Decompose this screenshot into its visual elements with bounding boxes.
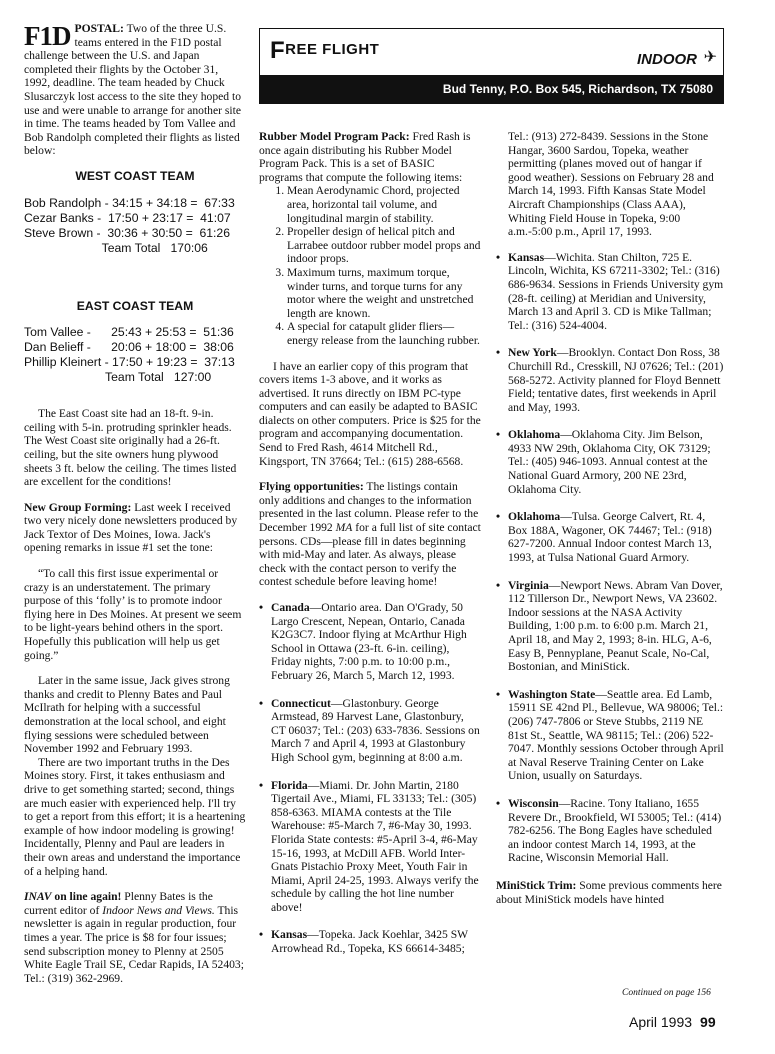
inav-lead-italic: INAV (24, 890, 52, 904)
postal-lead: POSTAL: (74, 22, 124, 35)
list-item (496, 510, 724, 564)
contact-state: Virginia (508, 578, 549, 592)
author-address: Bud Tenny, P.O. Box 545, Richardson, TX 75080 (442, 82, 713, 96)
west-score-2: Cezar Banks - 17:50 + 23:17 = 41:07 (24, 210, 231, 225)
list-item: 2. Propeller design of helical pitch and Larrabee outdoor rubber model props and indoor props. (287, 225, 481, 266)
kansas-continued: Tel.: (913) 272-8439. Sessions in the Stone Hangar, 3600 Sardou, Topeka, weather permitting (planes moved out of hangar if good weather). Sessions on February 28 and March 14, 1993. Fifth Kansas State Model Aircraft Championships (Class AAA), Whiting Field House in Topeka, 9:00 a.m.-5:00 p.m., April 17, 1993. (508, 130, 714, 239)
flying-paragraph (259, 480, 481, 589)
east-score-3: Phillip Kleinert - 17:50 + 19:23 = 37:13 (24, 355, 235, 370)
spacer (24, 256, 246, 290)
contact-state: Canada (271, 601, 310, 614)
list-item (496, 797, 724, 865)
list-item: 3. Maximum turns, maximum torque, winder turns, and torque turns for any motor where the weight and unstretched length are known. (287, 266, 481, 320)
later-paragraph: Later in the same issue, Jack gives strong thanks and credit to Plenny Bates and Paul McIlrath for helping with a successful demonstration at the local school, and eight flying sessions were scheduled between November 1992 and February 1993. (24, 674, 230, 756)
ministick-text: Some previous comments here about MiniStick models have hinted (496, 878, 722, 906)
west-coast-heading: WEST COAST TEAM (75, 168, 195, 183)
list-item (496, 346, 724, 414)
inav-text-a: Plenny Bates is the current editor of (24, 890, 213, 917)
contact-text: —Wichita. Stan Chilton, 725 E. Lincoln, Wichita, KS 67211-3302; Tel.: (316) 686-9634. Sessions in Friends University gym (28-ft. ceiling) at Meridian and University, March 13 and April 3. CD is Mike Tallman; Tel.: (316) 524-4004. (508, 250, 724, 332)
page-footer (629, 1014, 716, 1030)
rubber-lead: Rubber Model Program Pack: (259, 130, 410, 143)
ministick-lead: MiniStick Trim: (496, 878, 577, 892)
contact-text: —Racine. Tony Italiano, 1655 Revere Dr., Brookfield, WI 53005; Tel.: (414) 782-6256. The Bong Eagles have scheduled an indoor contest March 14, 1993, at the Racine, Wisconsin Memorial Hall. (508, 796, 722, 865)
contact-state: Florida (271, 778, 308, 792)
author-address-bar (260, 75, 723, 103)
flying-lead: Flying opportunities: (259, 480, 364, 494)
new-group-text: Last week I received two very nicely done newsletters produced by Jack Textor of Des Moines, Iowa. Jack's opening remarks in issue #1 set the tone: (24, 500, 238, 555)
east-coast-heading: EAST COAST TEAM (76, 298, 194, 313)
east-score-1: Tom Vallee - 25:43 + 25:53 = 51:36 (24, 325, 234, 340)
contact-text: —Tulsa. George Calvert, Rt. 4, Box 188A, Wagoner, OK 74467; Tel.: (918) 627-7200. Annual Indoor contest March 13, 1993, at Tulsa National Guard Armory. (508, 510, 712, 565)
banner-title (270, 37, 379, 65)
contact-text: —Glastonbury. George Armstead, 89 Harvest Lane, Glastonbury, CT 06037; Tel.: (203) 633-7836. Sessions on March 7 and April 4, 1993 at Glastonbury High School gym, beginning at 8:00 a.m. (271, 696, 480, 764)
page-number: 99 (700, 1014, 716, 1030)
west-score-1: Bob Randolph - 34:15 + 34:18 = 67:33 (24, 195, 235, 210)
issue-date: April 1993 (629, 1014, 693, 1030)
rubber-text: Fred Rash is once again distributing his Rubber Model Program Pack. This is a set of BASIC programs that compute the following items: (259, 130, 471, 184)
program-items-list (259, 184, 481, 347)
east-site-paragraph: The East Coast site had an 18-ft. 9-in. ceiling with 5-in. protruding sprinkler heads. The West Coast site originally had a 26-ft. ceiling, but the site owners hung plywood sheets 3 ft. below the ceiling. The times listed are excellent for the conditions! (24, 407, 237, 489)
inav-publication: Indoor News and Views. (102, 903, 215, 917)
column-2 (259, 130, 481, 970)
flying-text-b: for a full list of site contact persons. CDs—please fill in dates beginning with mid-May and later. As always, please check with the contact person to verify the contest schedule before leaving home! (259, 521, 481, 589)
contact-state: Washington State (508, 687, 596, 701)
contact-state: Oklahoma (508, 510, 561, 524)
continued-note: Continued on page 156 (622, 988, 711, 998)
list-item (259, 697, 481, 765)
west-score-3: Steve Brown - 30:36 + 30:50 = 61:26 (24, 225, 230, 240)
copy-paragraph: I have an earlier copy of this program that covers items 1-3 above, and it works as advertised. It runs directly on IBM PC-type computers and can easily be adapted to BASIC dialects on other computers. Price is $25 for the program and accompanying documentation. Send to Fred Rash, 4614 Mitchell Rd., Kingsport, TN 37664; Tel.: (615) 288-6568. (259, 359, 481, 468)
list-item: 4. A special for catapult glider fliers—energy release from the launching rubber. (287, 320, 481, 347)
contact-state: New York (508, 346, 557, 360)
ministick-paragraph (496, 879, 724, 906)
contact-text: —Miami. Dr. John Martin, 2180 Tigertail Ave., Miami, FL 33133; Tel.: (305) 858-6363. MIAMA contests at the Tile Warehouse: #5-March 7, #6-May 30, 1993. Florida State contests: #5-April 3-4, #6-May 15-16, 1993, at McDill AFB. World Inter-Gnats Pistachio Proxy Meet, Youth Fair in Miami, April 24-25, 1993. Always verify the schedule by calling the hot line number above! (271, 778, 479, 914)
list-item (496, 579, 724, 674)
contact-text: —Newport News. Abram Van Dover, 112 Tillerson Dr., Newport News, VA 23602. Indoor sessions at the NASA Activity Building, 1:00 p.m. to 6:00 p.m. March 21, April 18, and May 2, 1993; 8-in. HLG, A-6, Easy B, Pennyplane, Peanut Scale, No-Cal, Bostonian, and MiniStick. (508, 578, 723, 674)
rubber-paragraph (259, 130, 481, 184)
list-item (496, 428, 724, 496)
flying-ma: MA (335, 521, 353, 535)
f1d-drop-label: F1D (24, 21, 71, 51)
contacts-list-col3 (496, 251, 724, 865)
east-score-2: Dan Belieff - 20:06 + 18:00 = 38:06 (24, 340, 234, 355)
inav-paragraph (24, 890, 246, 985)
list-item (259, 601, 481, 683)
east-team-total: Team Total 127:00 (24, 370, 212, 385)
spacer (24, 385, 246, 407)
contact-text: —Oklahoma City. Jim Belson, 4933 NW 29th, Oklahoma City, OK 73129; Tel.: (405) 946-1093. Annual contest at the National Guard Armory, 200 NE 23rd, Oklahoma City. (508, 428, 711, 496)
new-group-paragraph (24, 501, 246, 555)
west-team-total: Team Total 170:06 (24, 240, 208, 255)
contact-text: —Ontario area. Dan O'Grady, 50 Largo Crescent, Nepean, Ontario, Canada K2G3C7. Indoor flying at McArthur High School in Ottawa (23-ft. 6-in. ceiling), Friday nights, 7:00 p.m. to 10:00 p.m., February 26, March 5, March 12, 1993. (271, 601, 467, 682)
new-group-lead: New Group Forming: (24, 500, 132, 514)
banner-title-initial: F (270, 37, 286, 64)
list-item (496, 251, 724, 333)
list-item: 1. Mean Aerodynamic Chord, projected area, horizontal tail volume, and longitudinal margin of stability. (287, 184, 481, 225)
contact-state: Connecticut (271, 696, 331, 710)
contact-state: Wisconsin (508, 796, 559, 810)
postal-paragraph (24, 22, 246, 158)
banner-title-rest: REE FLIGHT (285, 41, 380, 58)
quote-paragraph: “To call this first issue experimental or crazy is an understatement. The primary purpose of this ‘folly’ is to promote indoor flying here in Des Moines. At present we seem to be light-years behind others in the sport. Hopefully this publication will help us get going.” (24, 567, 242, 662)
flying-text-a: The listings contain only additions and changes to the information presented in the last column. Please refer to the December 1992 (259, 480, 479, 535)
contact-text: —Seattle area. Ed Lamb, 15911 SE 42nd Pl., Bellevue, WA 98006; Tel.: (206) 747-7806 or Steve Stubbs, 2119 NE 81st St., Seattle, WA 98115; Tel.: (206) 522-7047. Monthly sessions October through April at Naval Reserve Training Center on Lake Union, usually on Saturdays. (508, 687, 724, 783)
truths-paragraph: There are two important truths in the Des Moines story. First, it takes enthusiasm and drive to get something started; second, things are much easier with experienced help. I'll try to get a report from this effort; it is a heartening example of how indoor modeling is growing! Incidentally, Plenny and Paul are leaders in their own areas and understand the importance of a helping hand. (24, 755, 246, 878)
list-item (496, 688, 724, 783)
column-banner (259, 28, 724, 104)
list-item (259, 928, 481, 955)
inav-lead-rest: on line again! (51, 890, 122, 904)
column-1 (24, 22, 246, 997)
contacts-list-col2 (259, 601, 481, 956)
contact-state: Oklahoma (508, 428, 561, 442)
contact-state: Kansas (271, 928, 308, 942)
list-item (259, 779, 481, 915)
contact-text: —Topeka. Jack Koehlar, 3425 SW Arrowhead Rd., Topeka, KS 66614-3485; (271, 928, 468, 956)
contact-text: —Brooklyn. Contact Don Ross, 38 Churchill Rd., Cresskill, NJ 07626; Tel.: (201) 568-5272. Activity planned for Floyd Bennett Field; tentative dates, first weekends in April and May, 1993. (508, 346, 724, 414)
column-3 (496, 130, 724, 918)
section-label: INDOOR (637, 51, 697, 68)
contact-state: Kansas (508, 250, 545, 264)
inav-text-b: This newsletter is again in regular production, four times a year. The price is $8 for four issues; send subscription money to Plenny at 2505 White Eagle Trail SE, Cedar Rapids, IA 52403; Tel.: (319) 362-2969. (24, 903, 244, 985)
postal-text: Two of the three U.S. teams entered in the F1D postal challenge between the U.S. and Japan completed their flights by the October 31, 1992, deadline. The team headed by Chuck Slusarczyk lost access to the site they hoped to use and were unable to arrange for another site in time. The teams headed by Tom Vallee and Bob Randolph completed their flights as listed below: (24, 22, 242, 158)
airplane-icon: ✈ (703, 49, 717, 66)
